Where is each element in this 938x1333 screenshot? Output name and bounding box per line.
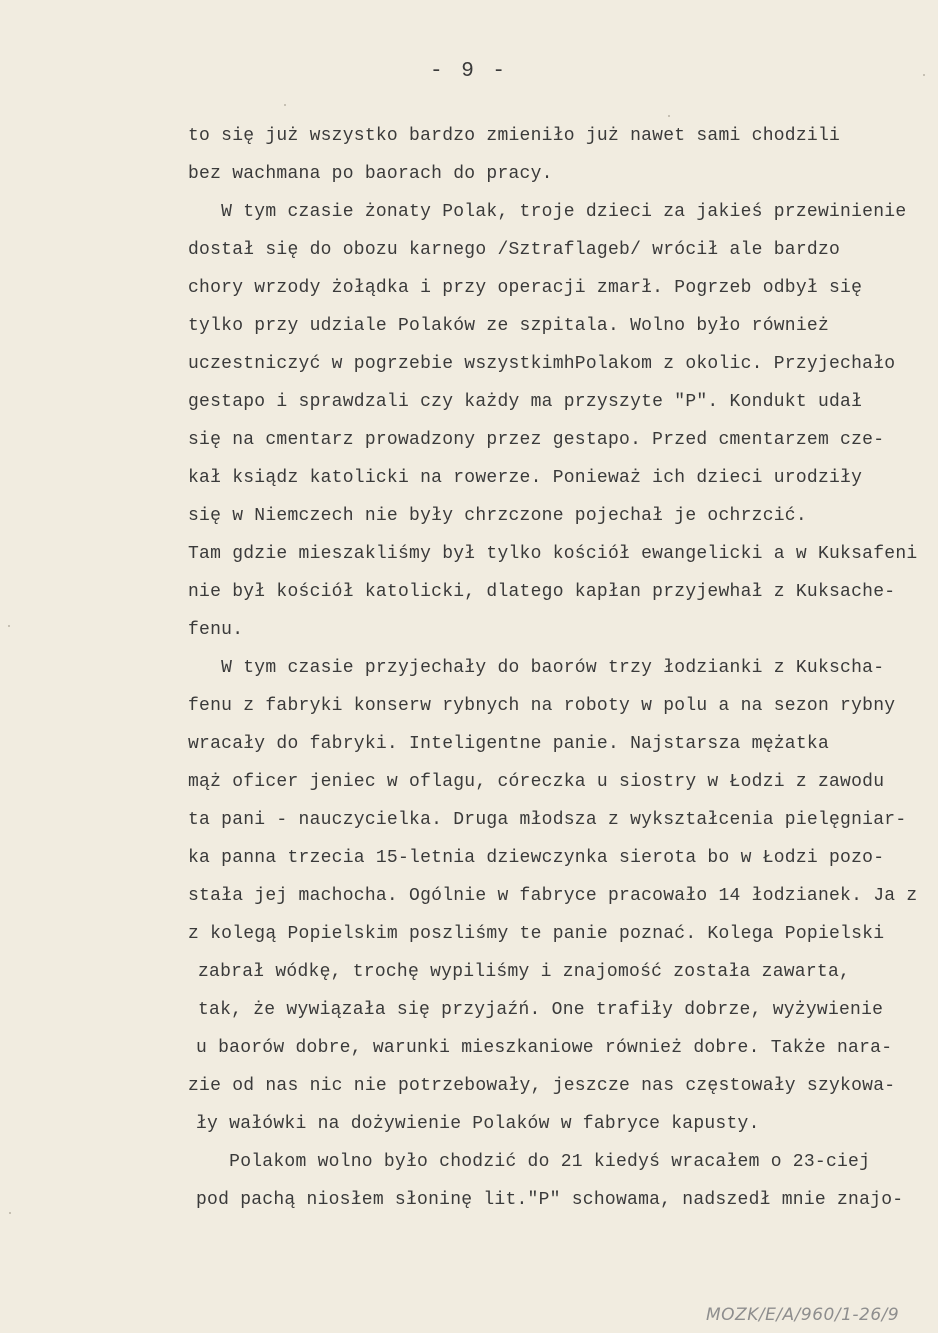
text-line: fenu z fabryki konserw rybnych na roboty w polu a na sezon rybny [188, 696, 896, 716]
text-line: ta pani - nauczycielka. Druga młodsza z wykształcenia pielęgniar- [188, 810, 907, 830]
text-line: się w Niemczech nie były chrzczone pojechał je ochrzcić. [188, 506, 807, 526]
text-line: kał ksiądz katolicki na rowerze. Ponieważ ich dzieci urodziły [188, 468, 863, 488]
text-line: tak, że wywiązała się przyjaźń. One trafiły dobrze, wyżywienie [198, 1000, 884, 1020]
text-line: Polakom wolno było chodzić do 21 kiedyś wracałem o 23-ciej [196, 1152, 871, 1172]
text-line: bez wachmana po baorach do pracy. [188, 164, 553, 184]
text-line: zie od nas nic nie potrzebowały, jeszcze nas częstowały szykowa- [188, 1076, 896, 1096]
text-line: W tym czasie przyjechały do baorów trzy łodzianki z Kukschа- [188, 658, 885, 678]
text-line: stała jej machocha. Ogólnie w fabryce pracowało 14 łodzianek. Ja z [188, 886, 918, 906]
paper-speck [668, 115, 670, 117]
text-line: dostał się do obozu karnego /Sztraflageb/ wrócił ale bardzo [188, 240, 841, 260]
typewritten-text [0, 121, 938, 1221]
text-line: gestapo i sprawdzali czy każdy ma przyszyte "P". Kondukt udał [188, 392, 863, 412]
text-line: tylko przy udziale Polaków ze szpitala. Wolno było również [188, 316, 830, 336]
text-line: uczestniczyć w pogrzebie wszystkimhPolakom z okolic. Przyjechało [188, 354, 896, 374]
text-line: ły wałówki na dożywienie Polaków w fabryce kapusty. [196, 1114, 760, 1134]
paper-speck [8, 625, 10, 627]
paper-speck [923, 74, 925, 76]
archive-signature: MOZK/E/A/960/1-26/9 [706, 1305, 900, 1325]
text-line: chory wrzody żołądka i przy operacji zmarł. Pogrzeb odbył się [188, 278, 863, 298]
page-number: - 9 - [429, 60, 508, 83]
text-line: W tym czasie żonaty Polak, troje dzieci za jakieś przewinienie [188, 202, 907, 222]
text-line: to się już wszystko bardzo zmieniło już nawet sami chodzili [188, 126, 841, 146]
text-line: pod pachą niosłem słoninę lit."P" schowama, nadszedł mnie znajo- [196, 1190, 904, 1210]
text-line: się na cmentarz prowadzony przez gestapo. Przed cmentarzem cze- [188, 430, 885, 450]
text-line: z kolegą Popielskim poszliśmy te panie poznać. Kolega Popielski [188, 924, 885, 944]
text-line: fenu. [188, 620, 244, 640]
text-line: ka panna trzecia 15-letnia dziewczynka sierota bo w Łodzi pozo- [188, 848, 885, 868]
text-line: Tam gdzie mieszakliśmy był tylko kościół ewangelicki a w Kuksafeni [188, 544, 918, 564]
text-line: u baorów dobre, warunki mieszkaniowe również dobre. Także nara- [196, 1038, 893, 1058]
text-line: mąż oficer jeniec w oflagu, córeczka u siostry w Łodzi z zawodu [188, 772, 885, 792]
text-line: wracały do fabryki. Inteligentne panie. Najstarsza mężatka [188, 734, 830, 754]
paper-speck [284, 104, 286, 106]
text-line: nie był kościół katolicki, dlatego kapłan przyjewhał z Kuksache- [188, 582, 896, 602]
text-line: zabrał wódkę, trochę wypiliśmy i znajomość została zawarta, [198, 962, 851, 982]
paper-speck [9, 1212, 11, 1214]
